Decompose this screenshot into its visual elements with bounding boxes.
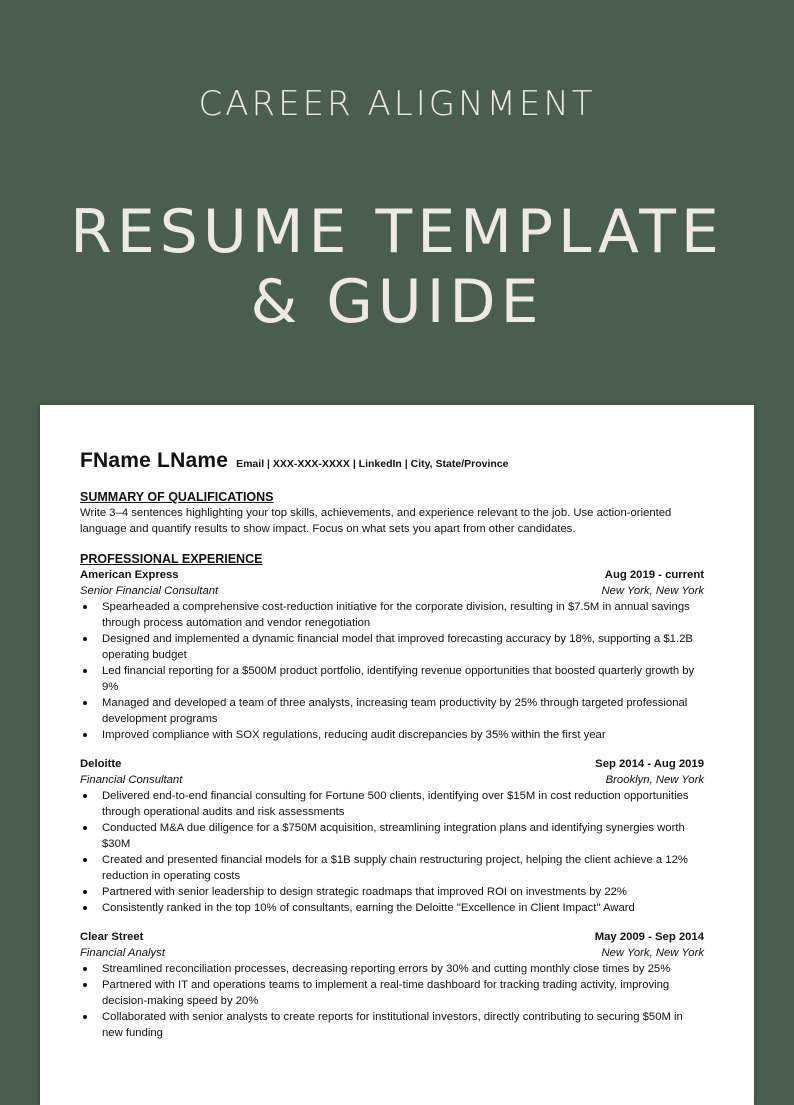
resume-document: [80, 449, 704, 1041]
company-name: Clear Street: [80, 931, 144, 943]
job-location: Brooklyn, New York: [605, 774, 704, 786]
cover-banner: [0, 0, 794, 405]
job-bullets: [80, 599, 704, 743]
job-entry: [80, 756, 704, 916]
job-dates: Sep 2014 - Aug 2019: [595, 758, 704, 770]
bullet-item: Managed and developed a team of three analysts, increasing team productivity by 25% through targeted professional development programs: [80, 695, 704, 727]
summary-heading: SUMMARY OF QUALIFICATIONS: [80, 490, 274, 504]
job-dates: May 2009 - Sep 2014: [594, 931, 704, 943]
job-bullets: [80, 788, 704, 916]
job-bullets: [80, 961, 704, 1041]
bullet-item: Consistently ranked in the top 10% of consultants, earning the Deloitte "Excellence in Client Impact" Award: [80, 900, 704, 916]
job-location: New York, New York: [601, 947, 704, 959]
job-header: [80, 567, 704, 583]
company-name: Deloitte: [80, 758, 122, 770]
job-subheader: [80, 583, 704, 599]
title-line-1: RESUME TEMPLATE: [70, 197, 724, 267]
bullet-item: Created and presented financial models for a $1B supply chain restructuring project, helping the client achieve a 12% reduction in operating costs: [80, 852, 704, 884]
candidate-name: FName LName: [80, 449, 229, 472]
job-title: Financial Consultant: [80, 774, 183, 786]
bullet-item: Designed and implemented a dynamic financial model that improved forecasting accuracy by 18%, supporting a $1.2B operating budget: [80, 631, 704, 663]
bullet-item: Streamlined reconciliation processes, decreasing reporting errors by 30% and cutting monthly close times by 25%: [80, 961, 704, 977]
job-title: Financial Analyst: [80, 947, 165, 959]
job-header: [80, 929, 704, 945]
contact-line: Email | XXX-XXX-XXXX | LinkedIn | City, State/Province: [236, 458, 509, 470]
job-entry: [80, 567, 704, 743]
resume-header: [80, 449, 704, 473]
resume-page: [40, 405, 754, 1105]
company-name: American Express: [80, 569, 179, 581]
job-title: Senior Financial Consultant: [80, 585, 219, 597]
bullet-item: Improved compliance with SOX regulations, reducing audit discrepancies by 35% within the first year: [80, 727, 704, 743]
bullet-item: Led financial reporting for a $500M product portfolio, identifying revenue opportunities that boosted quarterly growth by 9%: [80, 663, 704, 695]
experience-heading: PROFESSIONAL EXPERIENCE: [80, 552, 263, 566]
job-subheader: [80, 772, 704, 788]
job-subheader: [80, 945, 704, 961]
bullet-item: Collaborated with senior analysts to create reports for institutional investors, directly contributing to securing $50M in new funding: [80, 1009, 704, 1041]
bullet-item: Partnered with IT and operations teams to implement a real-time dashboard for tracking trading activity, improving decision-making speed by 20%: [80, 977, 704, 1009]
job-header: [80, 756, 704, 772]
bullet-item: Spearheaded a comprehensive cost-reduction initiative for the corporate division, resulting in $7.5M in annual savings through process automation and vendor renegotiation: [80, 599, 704, 631]
title-line-2: & GUIDE: [250, 267, 544, 337]
bullet-item: Partnered with senior leadership to design strategic roadmaps that improved ROI on investments by 22%: [80, 884, 704, 900]
job-dates: Aug 2019 - current: [604, 569, 704, 581]
bullet-item: Delivered end-to-end financial consulting for Fortune 500 clients, identifying over $15M in cost reduction opportunities through operational audits and risk assessments: [80, 788, 704, 820]
job-location: New York, New York: [601, 585, 704, 597]
bullet-item: Conducted M&A due diligence for a $750M acquisition, streamlining integration plans and identifying synergies worth $30M: [80, 820, 704, 852]
job-entry: [80, 929, 704, 1041]
brand-name: CAREER ALIGNMENT: [198, 84, 596, 124]
summary-text: Write 3–4 sentences highlighting your top skills, achievements, and experience relevant to the job. Use action-oriented language and quantify results to show impact. Focus on what sets you apart from other candidates.: [80, 507, 672, 535]
